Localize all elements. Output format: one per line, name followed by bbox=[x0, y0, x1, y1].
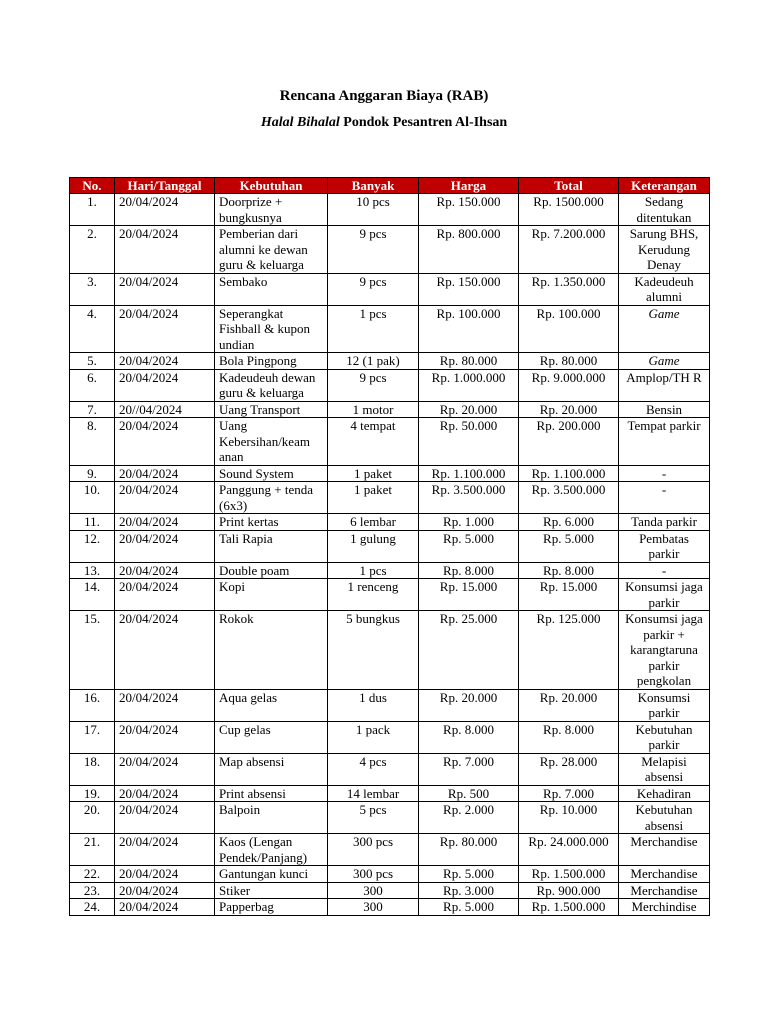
cell-date: 20//04/2024 bbox=[115, 401, 215, 418]
cell-price: Rp. 500 bbox=[419, 785, 519, 802]
table-row bbox=[70, 802, 710, 834]
cell-price: Rp. 1.100.000 bbox=[419, 465, 519, 482]
cell-note: Merchandise bbox=[619, 834, 710, 866]
cell-item: Doorprize + bungkusnya bbox=[215, 194, 328, 226]
cell-note: Tanda parkir bbox=[619, 514, 710, 531]
cell-no: 13. bbox=[70, 562, 115, 579]
document-title: Rencana Anggaran Biaya (RAB) bbox=[279, 88, 489, 104]
cell-item: Bola Pingpong bbox=[215, 353, 328, 370]
table-row bbox=[70, 194, 710, 226]
cell-date: 20/04/2024 bbox=[115, 465, 215, 482]
cell-note: - bbox=[619, 465, 710, 482]
cell-price: Rp. 80.000 bbox=[419, 353, 519, 370]
cell-note: - bbox=[619, 482, 710, 514]
cell-item: Panggung + tenda (6x3) bbox=[215, 482, 328, 514]
cell-total: Rp. 20.000 bbox=[519, 401, 619, 418]
cell-qty: 300 bbox=[328, 899, 419, 916]
cell-price: Rp. 2.000 bbox=[419, 802, 519, 834]
cell-date: 20/04/2024 bbox=[115, 562, 215, 579]
cell-note: Kehadiran bbox=[619, 785, 710, 802]
cell-total: Rp. 7.000 bbox=[519, 785, 619, 802]
cell-date: 20/04/2024 bbox=[115, 785, 215, 802]
cell-item: Map absensi bbox=[215, 753, 328, 785]
cell-qty: 14 lembar bbox=[328, 785, 419, 802]
cell-total: Rp. 8.000 bbox=[519, 562, 619, 579]
cell-note: Kebutuhan absensi bbox=[619, 802, 710, 834]
cell-price: Rp. 15.000 bbox=[419, 579, 519, 611]
cell-total: Rp. 7.200.000 bbox=[519, 226, 619, 274]
cell-note: Konsumsi parkir bbox=[619, 689, 710, 721]
cell-date: 20/04/2024 bbox=[115, 689, 215, 721]
cell-qty: 5 bungkus bbox=[328, 611, 419, 690]
header-date: Hari/Tanggal bbox=[115, 178, 215, 194]
table-row bbox=[70, 226, 710, 274]
cell-qty: 1 paket bbox=[328, 465, 419, 482]
cell-price: Rp. 1.000.000 bbox=[419, 369, 519, 401]
cell-total: Rp. 1.100.000 bbox=[519, 465, 619, 482]
cell-note: Sedang ditentukan bbox=[619, 194, 710, 226]
cell-no: 16. bbox=[70, 689, 115, 721]
header-price: Harga bbox=[419, 178, 519, 194]
cell-no: 21. bbox=[70, 834, 115, 866]
cell-item: Papperbag bbox=[215, 899, 328, 916]
cell-item: Stiker bbox=[215, 882, 328, 899]
cell-price: Rp. 20.000 bbox=[419, 689, 519, 721]
cell-qty: 1 pack bbox=[328, 721, 419, 753]
cell-note: Kadeudeuh alumni bbox=[619, 273, 710, 305]
cell-no: 18. bbox=[70, 753, 115, 785]
cell-date: 20/04/2024 bbox=[115, 579, 215, 611]
cell-note: Kebutuhan parkir bbox=[619, 721, 710, 753]
cell-no: 1. bbox=[70, 194, 115, 226]
cell-price: Rp. 150.000 bbox=[419, 194, 519, 226]
cell-no: 11. bbox=[70, 514, 115, 531]
cell-no: 6. bbox=[70, 369, 115, 401]
cell-item: Uang Transport bbox=[215, 401, 328, 418]
table-row bbox=[70, 514, 710, 531]
cell-price: Rp. 50.000 bbox=[419, 418, 519, 466]
cell-date: 20/04/2024 bbox=[115, 834, 215, 866]
cell-qty: 1 gulung bbox=[328, 530, 419, 562]
cell-price: Rp. 8.000 bbox=[419, 721, 519, 753]
header-no: No. bbox=[70, 178, 115, 194]
cell-qty: 300 pcs bbox=[328, 866, 419, 883]
cell-no: 8. bbox=[70, 418, 115, 466]
cell-note: Pembatas parkir bbox=[619, 530, 710, 562]
cell-note: - bbox=[619, 562, 710, 579]
cell-date: 20/04/2024 bbox=[115, 273, 215, 305]
cell-item: Kopi bbox=[215, 579, 328, 611]
cell-date: 20/04/2024 bbox=[115, 753, 215, 785]
table-header-row bbox=[70, 178, 710, 194]
table-row bbox=[70, 899, 710, 916]
cell-no: 2. bbox=[70, 226, 115, 274]
cell-qty: 10 pcs bbox=[328, 194, 419, 226]
cell-qty: 1 pcs bbox=[328, 562, 419, 579]
cell-qty: 1 motor bbox=[328, 401, 419, 418]
cell-total: Rp. 20.000 bbox=[519, 689, 619, 721]
cell-total: Rp. 10.000 bbox=[519, 802, 619, 834]
table-row bbox=[70, 369, 710, 401]
cell-price: Rp. 8.000 bbox=[419, 562, 519, 579]
cell-note: Konsumsi jaga parkir + karangtaruna parkir pengkolan bbox=[619, 611, 710, 690]
cell-no: 5. bbox=[70, 353, 115, 370]
cell-date: 20/04/2024 bbox=[115, 802, 215, 834]
cell-item: Print absensi bbox=[215, 785, 328, 802]
cell-total: Rp. 5.000 bbox=[519, 530, 619, 562]
cell-item: Print kertas bbox=[215, 514, 328, 531]
cell-price: Rp. 5.000 bbox=[419, 866, 519, 883]
cell-no: 23. bbox=[70, 882, 115, 899]
cell-qty: 4 pcs bbox=[328, 753, 419, 785]
cell-price: Rp. 7.000 bbox=[419, 753, 519, 785]
cell-item: Uang Kebersihan/keam anan bbox=[215, 418, 328, 466]
cell-note: Merchindise bbox=[619, 899, 710, 916]
header-item: Kebutuhan bbox=[215, 178, 328, 194]
table-row bbox=[70, 866, 710, 883]
document-subtitle bbox=[0, 115, 768, 131]
cell-date: 20/04/2024 bbox=[115, 514, 215, 531]
cell-total: Rp. 8.000 bbox=[519, 721, 619, 753]
cell-note: Konsumsi jaga parkir bbox=[619, 579, 710, 611]
cell-date: 20/04/2024 bbox=[115, 530, 215, 562]
cell-total: Rp. 1.500.000 bbox=[519, 899, 619, 916]
subtitle-italic: Halal Bihalal bbox=[260, 115, 340, 130]
cell-no: 17. bbox=[70, 721, 115, 753]
cell-qty: 1 paket bbox=[328, 482, 419, 514]
cell-total: Rp. 1.500.000 bbox=[519, 866, 619, 883]
cell-date: 20/04/2024 bbox=[115, 611, 215, 690]
cell-date: 20/04/2024 bbox=[115, 418, 215, 466]
cell-date: 20/04/2024 bbox=[115, 882, 215, 899]
cell-item: Gantungan kunci bbox=[215, 866, 328, 883]
cell-price: Rp. 150.000 bbox=[419, 273, 519, 305]
cell-no: 10. bbox=[70, 482, 115, 514]
cell-item: Seperangkat Fishball & kupon undian bbox=[215, 305, 328, 353]
cell-note: Melapisi absensi bbox=[619, 753, 710, 785]
table-row bbox=[70, 562, 710, 579]
table-body bbox=[70, 194, 710, 916]
cell-qty: 9 pcs bbox=[328, 226, 419, 274]
cell-price: Rp. 1.000 bbox=[419, 514, 519, 531]
table-row bbox=[70, 785, 710, 802]
subtitle-rest: Pondok Pesantren Al-Ihsan bbox=[339, 115, 508, 130]
cell-item: Cup gelas bbox=[215, 721, 328, 753]
cell-total: Rp. 24.000.000 bbox=[519, 834, 619, 866]
cell-no: 19. bbox=[70, 785, 115, 802]
cell-price: Rp. 5.000 bbox=[419, 899, 519, 916]
cell-total: Rp. 1.350.000 bbox=[519, 273, 619, 305]
cell-total: Rp. 15.000 bbox=[519, 579, 619, 611]
cell-no: 12. bbox=[70, 530, 115, 562]
cell-item: Sembako bbox=[215, 273, 328, 305]
cell-qty: 6 lembar bbox=[328, 514, 419, 531]
table-row bbox=[70, 834, 710, 866]
cell-note: Sarung BHS, Kerudung Denay bbox=[619, 226, 710, 274]
cell-price: Rp. 800.000 bbox=[419, 226, 519, 274]
header-qty: Banyak bbox=[328, 178, 419, 194]
cell-price: Rp. 80.000 bbox=[419, 834, 519, 866]
cell-note: Game bbox=[619, 305, 710, 353]
cell-note: Merchandise bbox=[619, 882, 710, 899]
table-row bbox=[70, 273, 710, 305]
cell-note: Merchandise bbox=[619, 866, 710, 883]
cell-no: 9. bbox=[70, 465, 115, 482]
cell-price: Rp. 100.000 bbox=[419, 305, 519, 353]
cell-no: 22. bbox=[70, 866, 115, 883]
cell-total: Rp. 200.000 bbox=[519, 418, 619, 466]
cell-item: Double poam bbox=[215, 562, 328, 579]
header-total: Total bbox=[519, 178, 619, 194]
cell-no: 15. bbox=[70, 611, 115, 690]
cell-qty: 12 (1 pak) bbox=[328, 353, 419, 370]
cell-item: Kadeudeuh dewan guru & keluarga bbox=[215, 369, 328, 401]
cell-date: 20/04/2024 bbox=[115, 482, 215, 514]
table-row bbox=[70, 721, 710, 753]
table-row bbox=[70, 418, 710, 466]
cell-note: Bensin bbox=[619, 401, 710, 418]
table-row bbox=[70, 465, 710, 482]
cell-qty: 1 renceng bbox=[328, 579, 419, 611]
cell-note: Amplop/TH R bbox=[619, 369, 710, 401]
table-row bbox=[70, 753, 710, 785]
cell-price: Rp. 20.000 bbox=[419, 401, 519, 418]
cell-date: 20/04/2024 bbox=[115, 194, 215, 226]
cell-price: Rp. 3.500.000 bbox=[419, 482, 519, 514]
cell-no: 7. bbox=[70, 401, 115, 418]
table-row bbox=[70, 401, 710, 418]
table-row bbox=[70, 305, 710, 353]
cell-note: Game bbox=[619, 353, 710, 370]
table-row bbox=[70, 353, 710, 370]
cell-item: Balpoin bbox=[215, 802, 328, 834]
cell-qty: 300 bbox=[328, 882, 419, 899]
cell-date: 20/04/2024 bbox=[115, 899, 215, 916]
cell-date: 20/04/2024 bbox=[115, 369, 215, 401]
header-note: Keterangan bbox=[619, 178, 710, 194]
cell-total: Rp. 6.000 bbox=[519, 514, 619, 531]
cell-item: Aqua gelas bbox=[215, 689, 328, 721]
cell-no: 14. bbox=[70, 579, 115, 611]
table-row bbox=[70, 530, 710, 562]
cell-price: Rp. 5.000 bbox=[419, 530, 519, 562]
cell-qty: 1 dus bbox=[328, 689, 419, 721]
cell-total: Rp. 28.000 bbox=[519, 753, 619, 785]
cell-item: Pemberian dari alumni ke dewan guru & keluarga bbox=[215, 226, 328, 274]
cell-qty: 300 pcs bbox=[328, 834, 419, 866]
cell-item: Tali Rapia bbox=[215, 530, 328, 562]
cell-total: Rp. 9.000.000 bbox=[519, 369, 619, 401]
cell-note: Tempat parkir bbox=[619, 418, 710, 466]
cell-no: 20. bbox=[70, 802, 115, 834]
cell-qty: 1 pcs bbox=[328, 305, 419, 353]
table-row bbox=[70, 482, 710, 514]
cell-item: Sound System bbox=[215, 465, 328, 482]
cell-no: 24. bbox=[70, 899, 115, 916]
cell-qty: 9 pcs bbox=[328, 273, 419, 305]
cell-total: Rp. 3.500.000 bbox=[519, 482, 619, 514]
table-row bbox=[70, 579, 710, 611]
cell-item: Rokok bbox=[215, 611, 328, 690]
table-row bbox=[70, 882, 710, 899]
cell-date: 20/04/2024 bbox=[115, 305, 215, 353]
cell-total: Rp. 1500.000 bbox=[519, 194, 619, 226]
table-row bbox=[70, 689, 710, 721]
cell-date: 20/04/2024 bbox=[115, 226, 215, 274]
cell-qty: 5 pcs bbox=[328, 802, 419, 834]
cell-price: Rp. 25.000 bbox=[419, 611, 519, 690]
table-row bbox=[70, 611, 710, 690]
cell-total: Rp. 900.000 bbox=[519, 882, 619, 899]
cell-date: 20/04/2024 bbox=[115, 353, 215, 370]
cell-no: 4. bbox=[70, 305, 115, 353]
cell-date: 20/04/2024 bbox=[115, 866, 215, 883]
cell-price: Rp. 3.000 bbox=[419, 882, 519, 899]
cell-qty: 9 pcs bbox=[328, 369, 419, 401]
budget-table bbox=[69, 177, 710, 916]
cell-item: Kaos (Lengan Pendek/Panjang) bbox=[215, 834, 328, 866]
cell-total: Rp. 80.000 bbox=[519, 353, 619, 370]
cell-date: 20/04/2024 bbox=[115, 721, 215, 753]
cell-total: Rp. 100.000 bbox=[519, 305, 619, 353]
cell-no: 3. bbox=[70, 273, 115, 305]
cell-total: Rp. 125.000 bbox=[519, 611, 619, 690]
cell-qty: 4 tempat bbox=[328, 418, 419, 466]
